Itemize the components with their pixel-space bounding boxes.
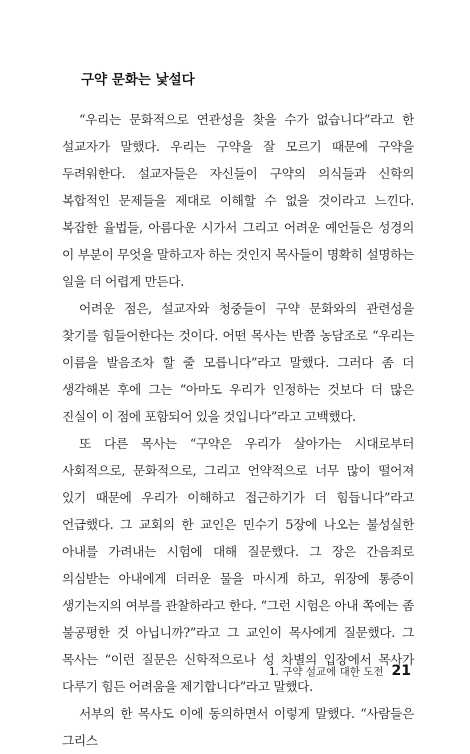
paragraph-2: 어려운 점은, 설교자와 청중들이 구약 문화와의 관련성을 찾기를 힘들어한다는 것이다. 어떤 목사는 반쯤 농담조로 “우리는 이름을 발음조차 할 줄 모릅니다”라고 말했다. 그러다 좀 더 생각해본 후에 그는 “아마도 우리가 인정하는 것보다 더 많은 진실이 이 점에 포함되어 있을 것입니다”라고 고백했다. [62,301,414,424]
page-number: 21 [391,663,411,679]
paragraph-4: 서부의 한 목사도 이에 동의하면서 이렇게 말했다. “사람들은 그리스 [62,706,414,748]
running-footer-chapter: 1. 구약 설교에 대한 도전 [268,666,384,678]
paragraph-3: 또 다른 목사는 “구약은 우리가 살아가는 시대로부터 사회적으로, 문화적으로, 그리고 언약적으로 너무 많이 떨어져 있기 때문에 우리가 이해하고 접근하기가 더 힘듭니다”라고 언급했다. 그 교회의 한 교인은 민수기 5장에 나오는 불성실한 아내를 가려내는 시험에 대해 질문했다. 그 장은 간음죄로 의심받는 아내에게 더러운 물을 마시게 하고, 위장에 통증이 생기는지의 여부를 관찰하라고 한다. “그런 시험은 아내 쪽에는 좀 불공평한 것 아닙니까?”라고 그 교인이 목사에게 질문했다. 그 목사는 “이런 질문은 신학적으로나 성 차별의 입장에서 목사가 다루기 힘든 어려움을 제기합니다”라고 말했다. [62,436,414,694]
paragraph-1: “우리는 문화적으로 연관성을 찾을 수가 없습니다”라고 한 설교자가 말했다. 우리는 구약을 잘 모르기 때문에 구약을 두려워한다. 설교자들은 자신들이 구약의 의식들과 신학의 복합적인 문제들을 제대로 이해할 수 없을 것이라고 느낀다. 복잡한 율법들, 아름다운 시가서 그리고 어려운 예언들은 성경의 이 부분이 무엇을 말하고자 하는 것인지 목사들이 명확히 설명하는 일을 더 어렵게 만든다. [62,112,414,289]
page-body [62,70,414,754]
page-footer [269,663,411,679]
section-heading: 구약 문화는 낯설다 [81,72,195,88]
